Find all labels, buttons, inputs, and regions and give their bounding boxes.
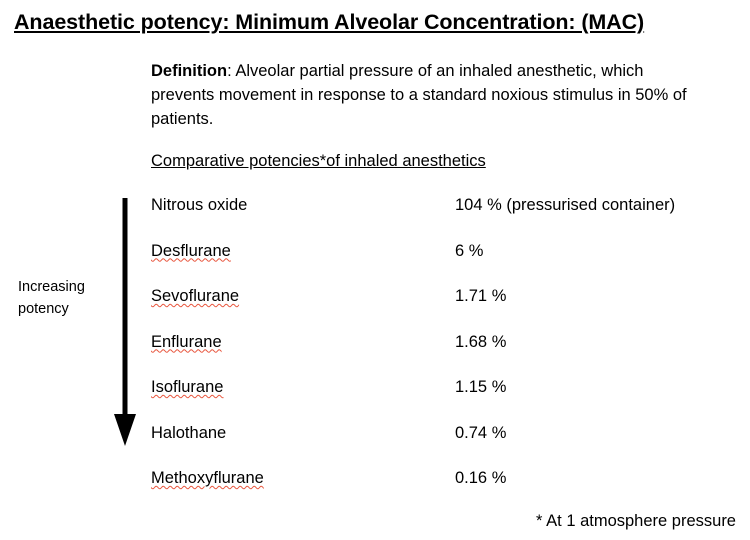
table-row xyxy=(151,287,721,333)
agent-name: Methoxyflurane xyxy=(151,469,264,487)
increasing-potency-label: Increasing potency xyxy=(18,279,85,317)
agent-mac-value: 0.74 % xyxy=(455,423,507,442)
potency-table xyxy=(151,196,721,515)
definition-label: Definition xyxy=(151,62,228,80)
agent-mac-value: 1.71 % xyxy=(455,287,507,305)
comparative-potencies-heading: Comparative potencies*of inhaled anesthetics xyxy=(151,152,486,170)
table-row xyxy=(151,333,721,379)
table-row xyxy=(151,424,721,470)
agent-mac-value: 1.15 % xyxy=(455,378,507,396)
definition-block xyxy=(151,60,691,132)
agent-mac-value: 104 % (pressurised container) xyxy=(455,196,676,214)
table-row xyxy=(151,196,721,242)
agent-name: Enflurane xyxy=(151,332,222,351)
downward-arrow-icon xyxy=(110,198,140,448)
agent-name: Sevoflurane xyxy=(151,287,240,305)
table-row xyxy=(151,378,721,424)
definition-text: : Alveolar partial pressure of an inhaled anesthetic, which prevents movement in response to a standard noxious stimulus in 50% of patients. xyxy=(151,62,687,128)
page-title: Anaesthetic potency: Minimum Alveolar Concentration: (MAC) xyxy=(14,10,645,34)
agent-mac-value: 1.68 % xyxy=(455,332,507,351)
agent-name: Nitrous oxide xyxy=(151,196,248,214)
agent-mac-value: 6 % xyxy=(455,241,484,260)
agent-name: Desflurane xyxy=(151,241,231,260)
agent-mac-value: 0.16 % xyxy=(455,469,507,487)
agent-name: Isoflurane xyxy=(151,378,224,396)
agent-name: Halothane xyxy=(151,423,227,442)
table-row xyxy=(151,242,721,288)
table-row xyxy=(151,469,721,515)
footnote: * At 1 atmosphere pressure xyxy=(536,512,736,530)
